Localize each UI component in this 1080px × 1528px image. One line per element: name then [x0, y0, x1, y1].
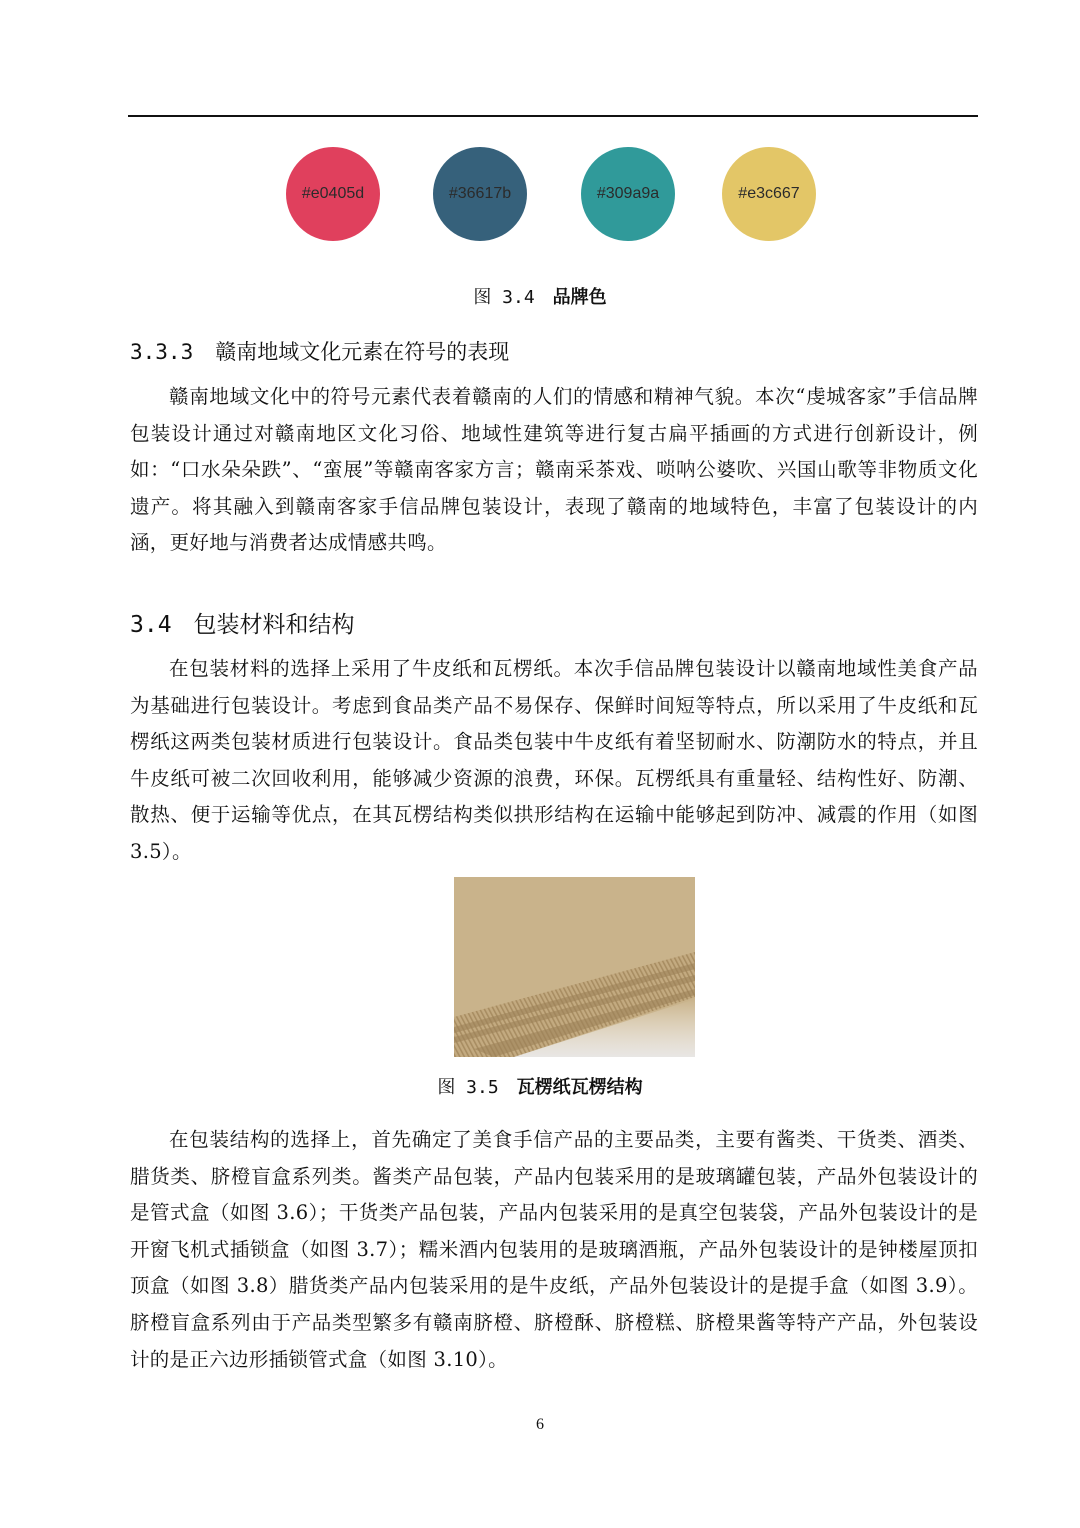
figure-caption-3-5 — [0, 1073, 1080, 1099]
figure-number: 图 3.4 — [473, 287, 535, 308]
color-swatch-label: #309a9a — [596, 185, 660, 202]
color-swatch-label: #e0405d — [301, 185, 365, 202]
figure-title: 瓦楞纸瓦楞结构 — [516, 1077, 643, 1098]
section-heading-3-3-3 — [130, 336, 509, 366]
color-swatch-label: #e3c667 — [738, 185, 800, 202]
color-swatch-navy — [433, 147, 527, 241]
paragraph-packaging-structure: 在包装结构的选择上，首先确定了美食手信产品的主要品类，主要有酱类、干货类、酒类、腊货类、脐橙盲盒系列类。酱类产品包装，产品内包装采用的是玻璃罐包装，产品外包装设计的是管式盒（如图 3.6）；干货类产品包装，产品内包装采用的是真空包装袋，产品外包装设计的是开窗飞机式插锁盒（如图 3.7）；糯米酒内包装用的是玻璃酒瓶，产品外包装设计的是钟楼屋顶扣顶盒（如图 3.8）腊货类产品内包装采用的是牛皮纸，产品外包装设计的是提手盒（如图 3.9）。脐橙盲盒系列由于产品类型繁多有赣南脐橙、脐橙酥、脐橙糕、脐橙果酱等特产产品，外包装设计的是正六边形插锁管式盒（如图 3.10）。 — [130, 1128, 978, 1371]
corrugated-cardboard-image — [454, 877, 695, 1057]
paragraph-culture-symbols: 赣南地域文化中的符号元素代表着赣南的人们的情感和精神气貌。本次“虔城客家”手信品牌包装设计通过对赣南地区文化习俗、地域性建筑等进行复古扁平插画的方式进行创新设计，例如：“口水朵朵跌”、“蛮展”等赣南客家方言；赣南采茶戏、唢呐公婆吹、兴国山歌等非物质文化遗产。将其融入到赣南客家手信品牌包装设计，表现了赣南的地域特色，丰富了包装设计的内涵，更好地与消费者达成情感共鸣。 — [130, 385, 978, 555]
section-number: 3.4 — [130, 612, 172, 638]
figure-caption-3-4 — [0, 283, 1080, 309]
paragraph-packaging-materials: 在包装材料的选择上采用了牛皮纸和瓦楞纸。本次手信品牌包装设计以赣南地域性美食产品为基础进行包装设计。考虑到食品类产品不易保存、保鲜时间短等特点，所以采用了牛皮纸和瓦楞纸这两类包装材质进行包装设计。食品类包装中牛皮纸有着坚韧耐水、防潮防水的特点，并且牛皮纸可被二次回收利用，能够减少资源的浪费，环保。瓦楞纸具有重量轻、结构性好、防潮、散热、便于运输等优点，在其瓦楞结构类似拱形结构在运输中能够起到防冲、减震的作用（如图 3.5）。 — [130, 657, 978, 863]
color-swatch-yellow — [722, 147, 816, 241]
section-title: 包装材料和结构 — [193, 612, 355, 638]
figure-number: 图 3.5 — [437, 1077, 499, 1098]
corrugated-cardboard-photo — [454, 877, 695, 1057]
color-swatch-teal — [581, 147, 675, 241]
section-heading-3-4 — [130, 606, 355, 639]
section-title: 赣南地域文化元素在符号的表现 — [215, 340, 510, 364]
brand-color-swatches — [0, 0, 1080, 260]
color-swatch-label: #36617b — [448, 185, 512, 202]
color-swatch-red — [286, 147, 380, 241]
figure-title: 品牌色 — [552, 287, 607, 308]
section-number: 3.3.3 — [130, 340, 194, 364]
page-number: 6 — [536, 1416, 544, 1433]
